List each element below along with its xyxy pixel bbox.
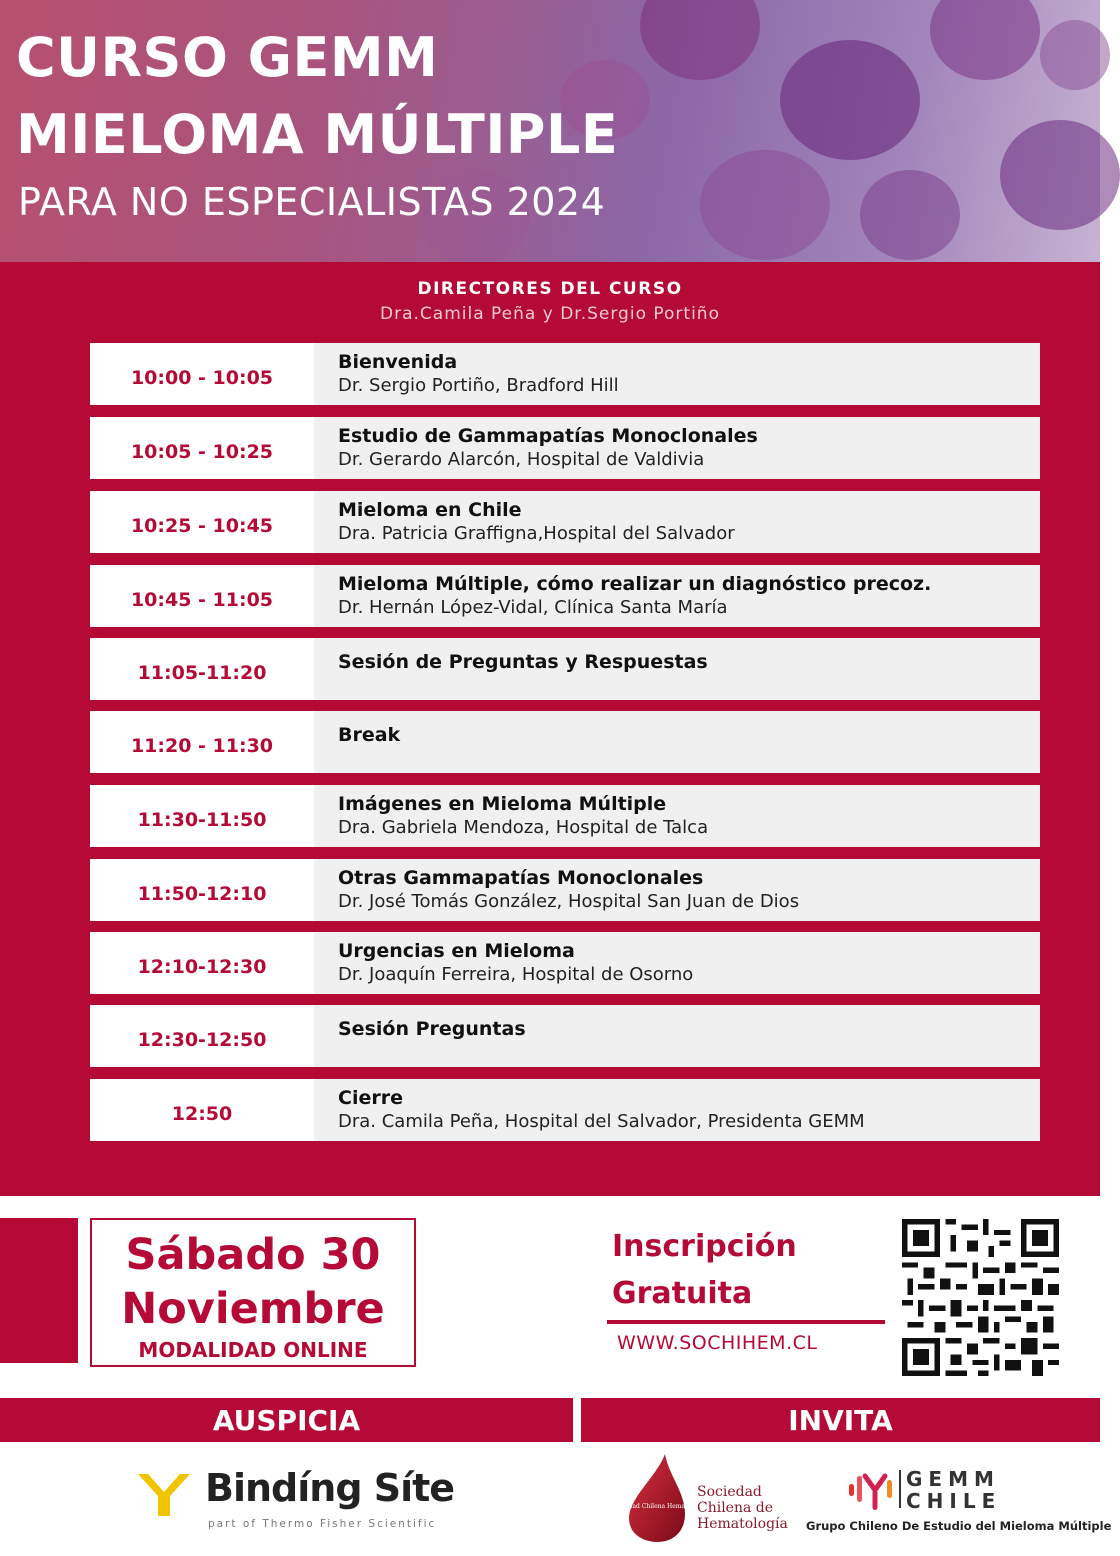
session-title: Break: [338, 724, 401, 746]
schedule-info: [314, 417, 1040, 479]
registration-divider: [607, 1320, 885, 1324]
gemm-logo-icon: [847, 1470, 895, 1512]
course-title: CURSO GEMM: [16, 26, 439, 89]
schedule-row: [90, 417, 1040, 479]
session-speaker: Dra. Gabriela Mendoza, Hospital de Talca: [338, 817, 709, 838]
schedule-row: [90, 859, 1040, 921]
gemm-divider: [899, 1470, 901, 1508]
session-title: Mieloma Múltiple, cómo realizar un diagnóstico precoz.: [338, 573, 932, 595]
schedule-info: [314, 859, 1040, 921]
schedule-time: 11:05-11:20: [90, 638, 314, 700]
session-speaker: Dra. Camila Peña, Hospital del Salvador, Presidenta GEMM: [338, 1111, 865, 1132]
session-title: Bienvenida: [338, 351, 458, 373]
schedule-time: 12:50: [90, 1079, 314, 1141]
header-banner: [0, 0, 1100, 262]
sochihem-line3: Hematología: [697, 1516, 788, 1532]
schedule-row: [90, 343, 1040, 405]
invita-bar: INVITA: [581, 1398, 1100, 1442]
schedule-time: 10:05 - 10:25: [90, 417, 314, 479]
directors-names: Dra.Camila Peña y Dr.Sergio Portiño: [380, 304, 720, 324]
schedule-row: [90, 932, 1040, 994]
schedule-info: [314, 932, 1040, 994]
binding-site-name: Bindíng Síte: [205, 1466, 455, 1510]
schedule-info: [314, 638, 1040, 700]
qr-code-icon[interactable]: [902, 1219, 1059, 1376]
course-audience: PARA NO ESPECIALISTAS 2024: [18, 180, 606, 224]
schedule-info: [314, 343, 1040, 405]
schedule-row: [90, 711, 1040, 773]
schedule-time: 10:25 - 10:45: [90, 491, 314, 553]
gemm-subtitle: Grupo Chileno De Estudio del Mieloma Múltiple: [806, 1519, 1112, 1533]
schedule-info: [314, 491, 1040, 553]
schedule-time: 11:20 - 11:30: [90, 711, 314, 773]
sochihem-line2: Chilena de: [697, 1500, 774, 1516]
schedule-info: [314, 711, 1040, 773]
schedule-row: [90, 565, 1040, 627]
sochihem-drop-text: Sociedad Chilena Hematología: [612, 1503, 706, 1510]
registration-label: Inscripción: [612, 1229, 797, 1264]
directors-title: DIRECTORES DEL CURSO: [417, 279, 683, 299]
session-title: Sesión de Preguntas y Respuestas: [338, 651, 708, 673]
schedule-info: [314, 785, 1040, 847]
red-accent-block: [0, 1218, 78, 1363]
event-mode: MODALIDAD ONLINE: [138, 1338, 368, 1362]
schedule-row: [90, 491, 1040, 553]
course-subtitle: MIELOMA MÚLTIPLE: [16, 103, 619, 166]
session-speaker: Dr. Gerardo Alarcón, Hospital de Valdivia: [338, 449, 705, 470]
schedule-row: [90, 1005, 1040, 1067]
schedule-row: [90, 1079, 1040, 1141]
registration-url-link[interactable]: WWW.SOCHIHEM.CL: [617, 1332, 818, 1354]
schedule-time: 12:10-12:30: [90, 932, 314, 994]
event-day: Sábado 30: [125, 1230, 381, 1280]
sochihem-line1: Sociedad: [697, 1484, 762, 1500]
session-title: Estudio de Gammapatías Monoclonales: [338, 425, 758, 447]
schedule-row: [90, 785, 1040, 847]
session-title: Otras Gammapatías Monoclonales: [338, 867, 704, 889]
gemm-name: GEMM: [906, 1467, 1000, 1491]
schedule-time: 12:30-12:50: [90, 1005, 314, 1067]
session-speaker: Dr. José Tomás González, Hospital San Juan de Dios: [338, 891, 800, 912]
event-date-box: [90, 1218, 416, 1367]
binding-site-subtitle: part of Thermo Fisher Scientific: [208, 1518, 437, 1530]
session-speaker: Dr. Hernán López-Vidal, Clínica Santa María: [338, 597, 728, 618]
session-title: Imágenes en Mieloma Múltiple: [338, 793, 667, 815]
auspicia-bar: AUSPICIA: [0, 1398, 573, 1442]
schedule-time: 11:30-11:50: [90, 785, 314, 847]
schedule-time: 11:50-12:10: [90, 859, 314, 921]
session-speaker: Dr. Sergio Portiño, Bradford Hill: [338, 375, 619, 396]
schedule-time: 10:45 - 11:05: [90, 565, 314, 627]
binding-site-logo-icon: [134, 1470, 194, 1518]
schedule-info: [314, 1005, 1040, 1067]
schedule-info: [314, 1079, 1040, 1141]
session-title: Cierre: [338, 1087, 403, 1109]
session-speaker: Dra. Patricia Graffigna,Hospital del Salvador: [338, 523, 735, 544]
session-title: Urgencias en Mieloma: [338, 940, 575, 962]
session-speaker: Dr. Joaquín Ferreira, Hospital de Osorno: [338, 964, 694, 985]
schedule-time: 10:00 - 10:05: [90, 343, 314, 405]
schedule-info: [314, 565, 1040, 627]
sochihem-drop-icon: [612, 1452, 706, 1544]
schedule-row: [90, 638, 1040, 700]
sochihem-name: [697, 1484, 788, 1532]
session-title: Mieloma en Chile: [338, 499, 522, 521]
gemm-country: CHILE: [906, 1489, 1002, 1513]
session-title: Sesión Preguntas: [338, 1018, 526, 1040]
registration-free: Gratuita: [612, 1276, 753, 1311]
event-month: Noviembre: [121, 1284, 385, 1334]
